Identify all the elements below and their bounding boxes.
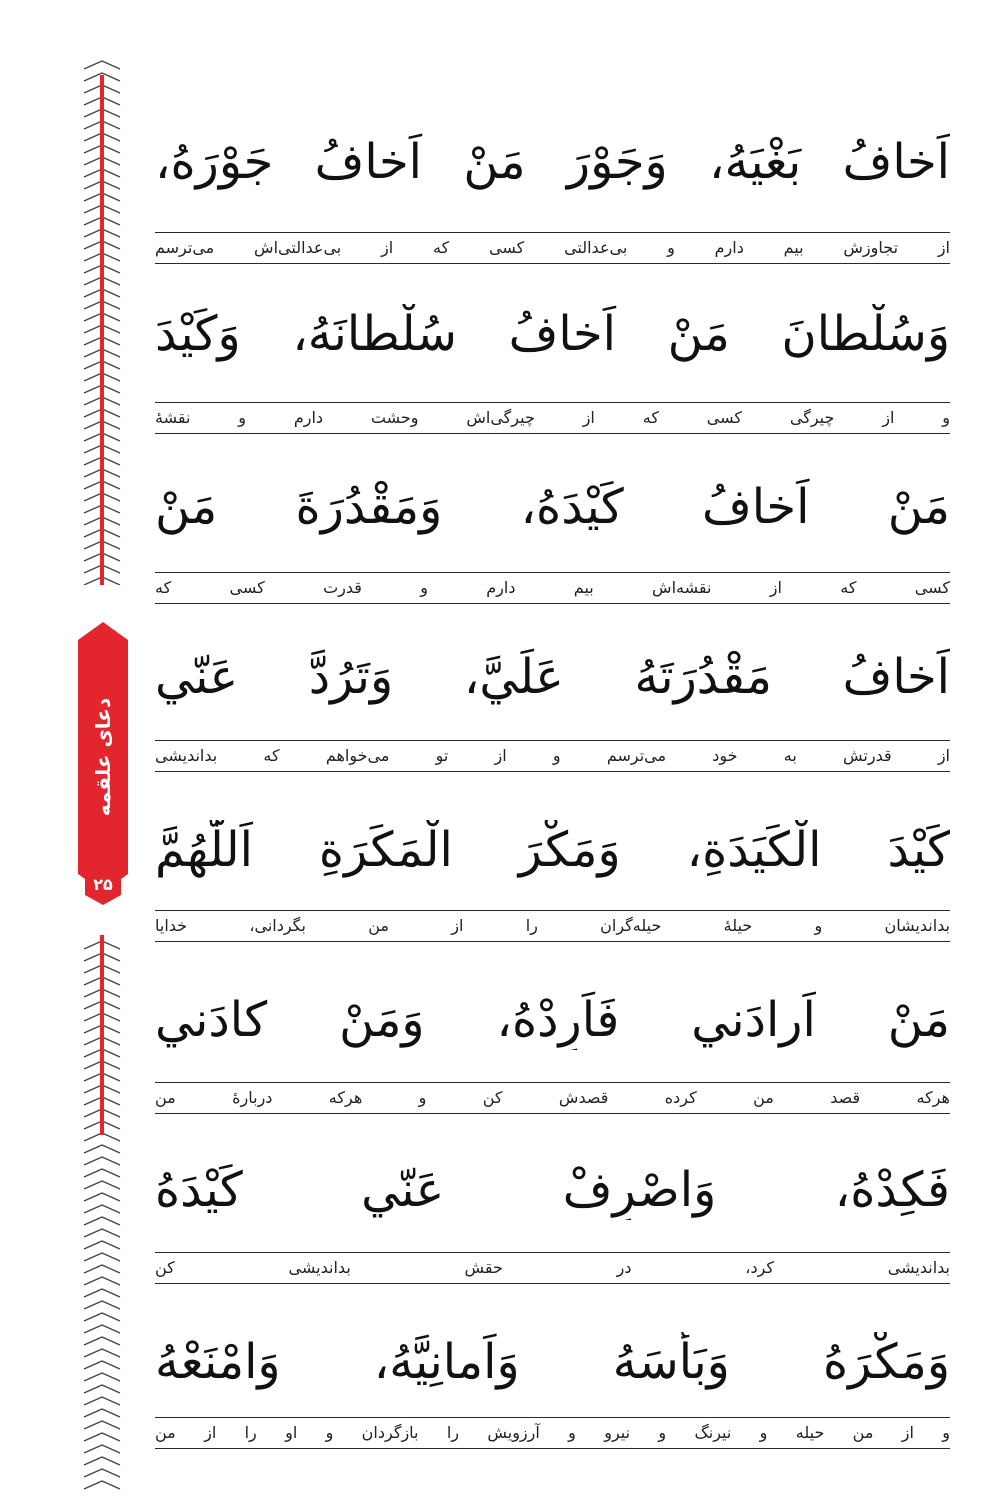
persian-translation: و از چیرگی کسی که از چیرگی‌اش وحشت دارم و نقشهٔ: [155, 408, 950, 427]
chevron-mark: [84, 1373, 120, 1381]
chevron-mark: [84, 1301, 120, 1309]
chevron-mark: [84, 1289, 120, 1297]
section-title: دعای علقمه: [91, 697, 115, 817]
translation-box: [155, 1082, 950, 1114]
arabic-line: كَيْدَ الْكَيَدَةِ، وَمَكْرَ الْمَكَرَةِ اَللّٰهُمَّ: [155, 822, 950, 878]
page-number: ۲۵: [93, 875, 113, 894]
chevron-mark: [84, 1193, 120, 1201]
chevron-mark: [84, 1241, 120, 1249]
chevron-mark: [84, 1253, 120, 1261]
arabic-line: وَسُلْطانَ مَنْ اَخافُ سُلْطانَهُ، وَكَيْدَ: [155, 306, 950, 362]
chevron-mark: [84, 1229, 120, 1237]
persian-translation: از قدرتش به خود می‌ترسم و از تو می‌خواهم که بداندیشی: [155, 746, 950, 765]
section-tab: [78, 622, 128, 892]
translation-box: [155, 572, 950, 604]
translation-box: [155, 910, 950, 942]
chevron-mark: [84, 1361, 120, 1369]
chevron-mark: [84, 1217, 120, 1225]
chevron-mark: [84, 1385, 120, 1393]
persian-translation: بداندیشی کرد، در حقش بداندیشی کن: [155, 1258, 950, 1277]
persian-translation: بداندیشان و حیلهٔ حیله‌گران را از من بگردانی، خدایا: [155, 916, 950, 935]
arabic-line: اَخافُ بَغْيَهُ، وَجَوْرَ مَنْ اَخافُ جَوْرَهُ،: [155, 134, 950, 190]
chevron-mark: [84, 1325, 120, 1333]
arabic-line: مَنْ اَخافُ كَيْدَهُ، وَمَقْدُرَةَ مَنْ: [155, 479, 950, 535]
chevron-mark: [84, 1457, 120, 1465]
chevron-mark: [84, 1145, 120, 1153]
chevron-mark: [84, 1469, 120, 1477]
red-rule-top: [100, 75, 104, 585]
chevron-mark: [84, 1205, 120, 1213]
translation-box: [155, 740, 950, 772]
translation-box: [155, 402, 950, 434]
chevron-mark: [84, 1313, 120, 1321]
red-rule-bottom: [100, 935, 104, 1135]
chevron-mark: [84, 1337, 120, 1345]
arabic-line: مَنْ اَرادَني فَاَرِدْهُ، وَمَنْ كادَني: [155, 992, 950, 1048]
translation-box: [155, 1252, 950, 1284]
persian-translation: و از من حیله و نیرنگ و نیرو و آرزویش را بازگردان و او را از من: [155, 1423, 950, 1442]
chevron-mark: [84, 61, 120, 69]
chevron-mark: [84, 1277, 120, 1285]
chevron-mark: [84, 1445, 120, 1453]
chevron-mark: [84, 1409, 120, 1417]
arabic-line: فَكِدْهُ، وَاصْرِفْ عَنّي كَيْدَهُ: [155, 1162, 950, 1218]
chevron-mark: [84, 1397, 120, 1405]
chevron-mark: [84, 1349, 120, 1357]
chevron-mark: [84, 1421, 120, 1429]
page-number-badge: [85, 865, 121, 905]
persian-translation: از تجاوزش بیم دارم و بی‌عدالتی کسی که از بی‌عدالتی‌اش می‌ترسم: [155, 238, 950, 257]
translation-box: [155, 232, 950, 264]
chevron-mark: [84, 1433, 120, 1441]
chevron-mark: [84, 1481, 120, 1489]
arabic-line: وَمَكْرَهُ وَبَأْسَهُ وَاَمانِيَّهُ، وَامْنَعْهُ: [155, 1334, 950, 1390]
chevron-mark: [84, 1181, 120, 1189]
persian-translation: کسی که از نقشه‌اش بیم دارم و قدرت کسی که: [155, 578, 950, 597]
chevron-mark: [84, 1169, 120, 1177]
persian-translation: هرکه قصد من کرده قصدش کن و هرکه دربارهٔ من: [155, 1088, 950, 1107]
chevron-mark: [84, 1265, 120, 1273]
arabic-line: اَخافُ مَقْدُرَتَهُ عَلَيَّ، وَتَرُدَّ عَنّي: [155, 649, 950, 705]
translation-box: [155, 1417, 950, 1449]
prayer-text: [155, 92, 950, 1482]
chevron-mark: [84, 1157, 120, 1165]
margin-strip: [78, 55, 128, 1495]
